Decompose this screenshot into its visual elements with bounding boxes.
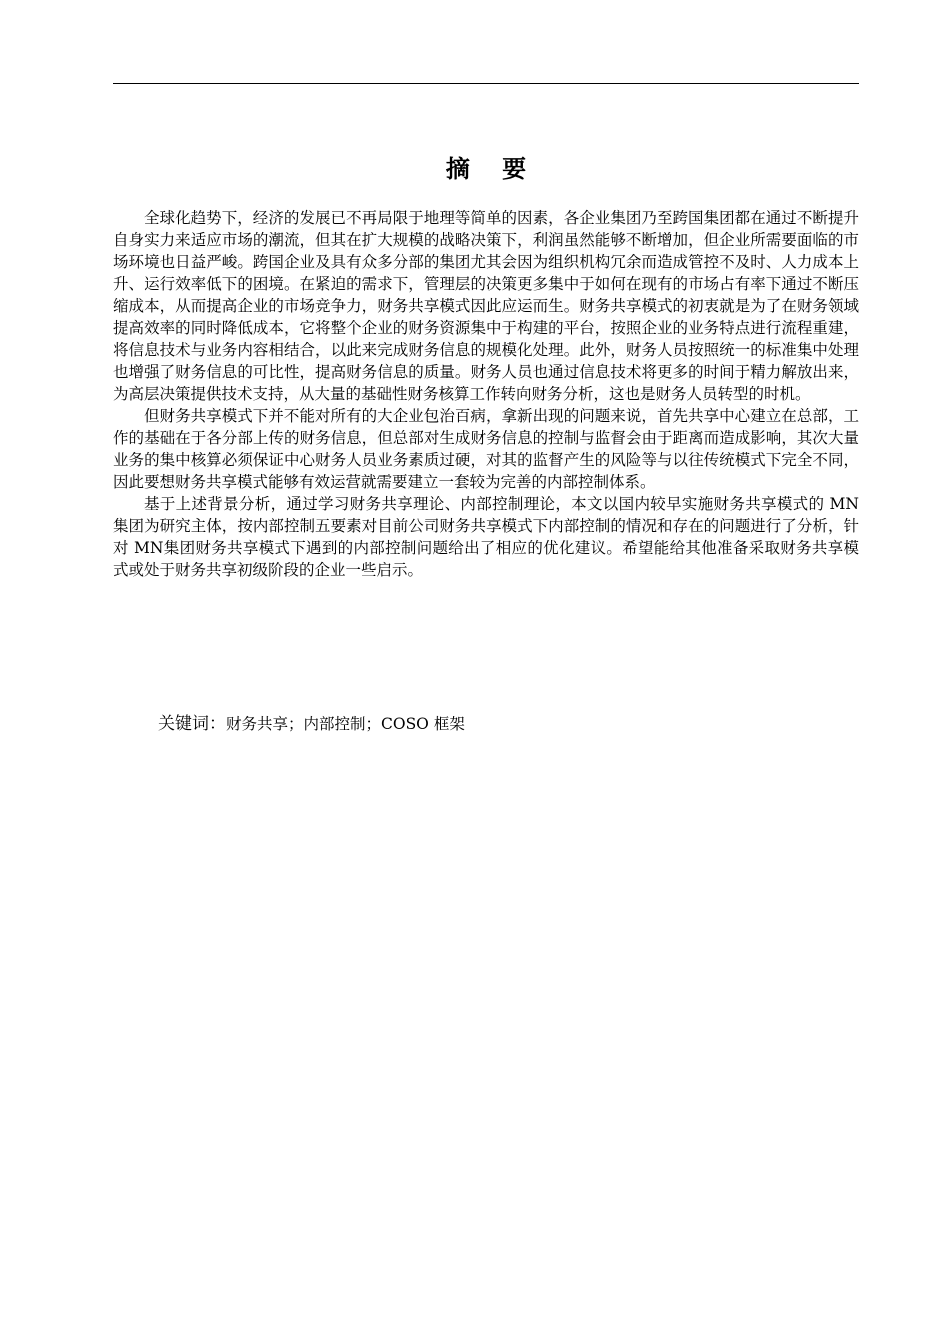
abstract-body (113, 207, 859, 581)
abstract-paragraph-3: 基于上述背景分析，通过学习财务共享理论、内部控制理论，本文以国内较早实施财务共享模式的 MN集团为研究主体，按内部控制五要素对目前公司财务共享模式下内部控制的情况和存在的问题进行了分析，针对 MN集团财务共享模式下遇到的内部控制问题给出了相应的优化建议。希望能给其他准备采取财务共享模式或处于财务共享初级阶段的企业一些启示。 (113, 495, 859, 579)
header-rule (113, 83, 859, 84)
keywords-line (158, 711, 858, 737)
keywords-label: 关键词： (158, 714, 226, 734)
abstract-paragraph-1: 全球化趋势下，经济的发展已不再局限于地理等简单的因素，各企业集团乃至跨国集团都在通过不断提升自身实力来适应市场的潮流，但其在扩大规模的战略决策下，利润虽然能够不断增加，但企业所需要面临的市场环境也日益严峻。跨国企业及具有众多分部的集团尤其会因为组织机构冗余而造成管控不及时、人力成本上升、运行效率低下的困境。在紧迫的需求下，管理层的决策更多集中于如何在现有的市场占有率下通过不断压缩成本，从而提高企业的市场竞争力，财务共享模式因此应运而生。财务共享模式的初衷就是为了在财务领域提高效率的同时降低成本，它将整个企业的财务资源集中于构建的平台，按照企业的业务特点进行流程重建，将信息技术与业务内容相结合，以此来完成财务信息的规模化处理。此外，财务人员按照统一的标准集中处理也增强了财务信息的可比性，提高财务信息的质量。财务人员也通过信息技术将更多的时间于精力解放出来，为高层决策提供技术支持，从大量的基础性财务核算工作转向财务分析，这也是财务人员转型的时机。 (113, 209, 859, 403)
abstract-title: 摘 要 (445, 155, 539, 183)
abstract-paragraph-2: 但财务共享模式下并不能对所有的大企业包治百病，拿新出现的问题来说，首先共享中心建立在总部，工作的基础在于各分部上传的财务信息，但总部对生成财务信息的控制与监督会由于距离而造成影响，其次大量业务的集中核算必须保证中心财务人员业务素质过硬，对其的监督产生的风险等与以往传统模式下完全不同，因此要想财务共享模式能够有效运营就需要建立一套较为完善的内部控制体系。 (113, 407, 859, 491)
keywords-value: 财务共享；内部控制；COSO 框架 (226, 715, 465, 733)
